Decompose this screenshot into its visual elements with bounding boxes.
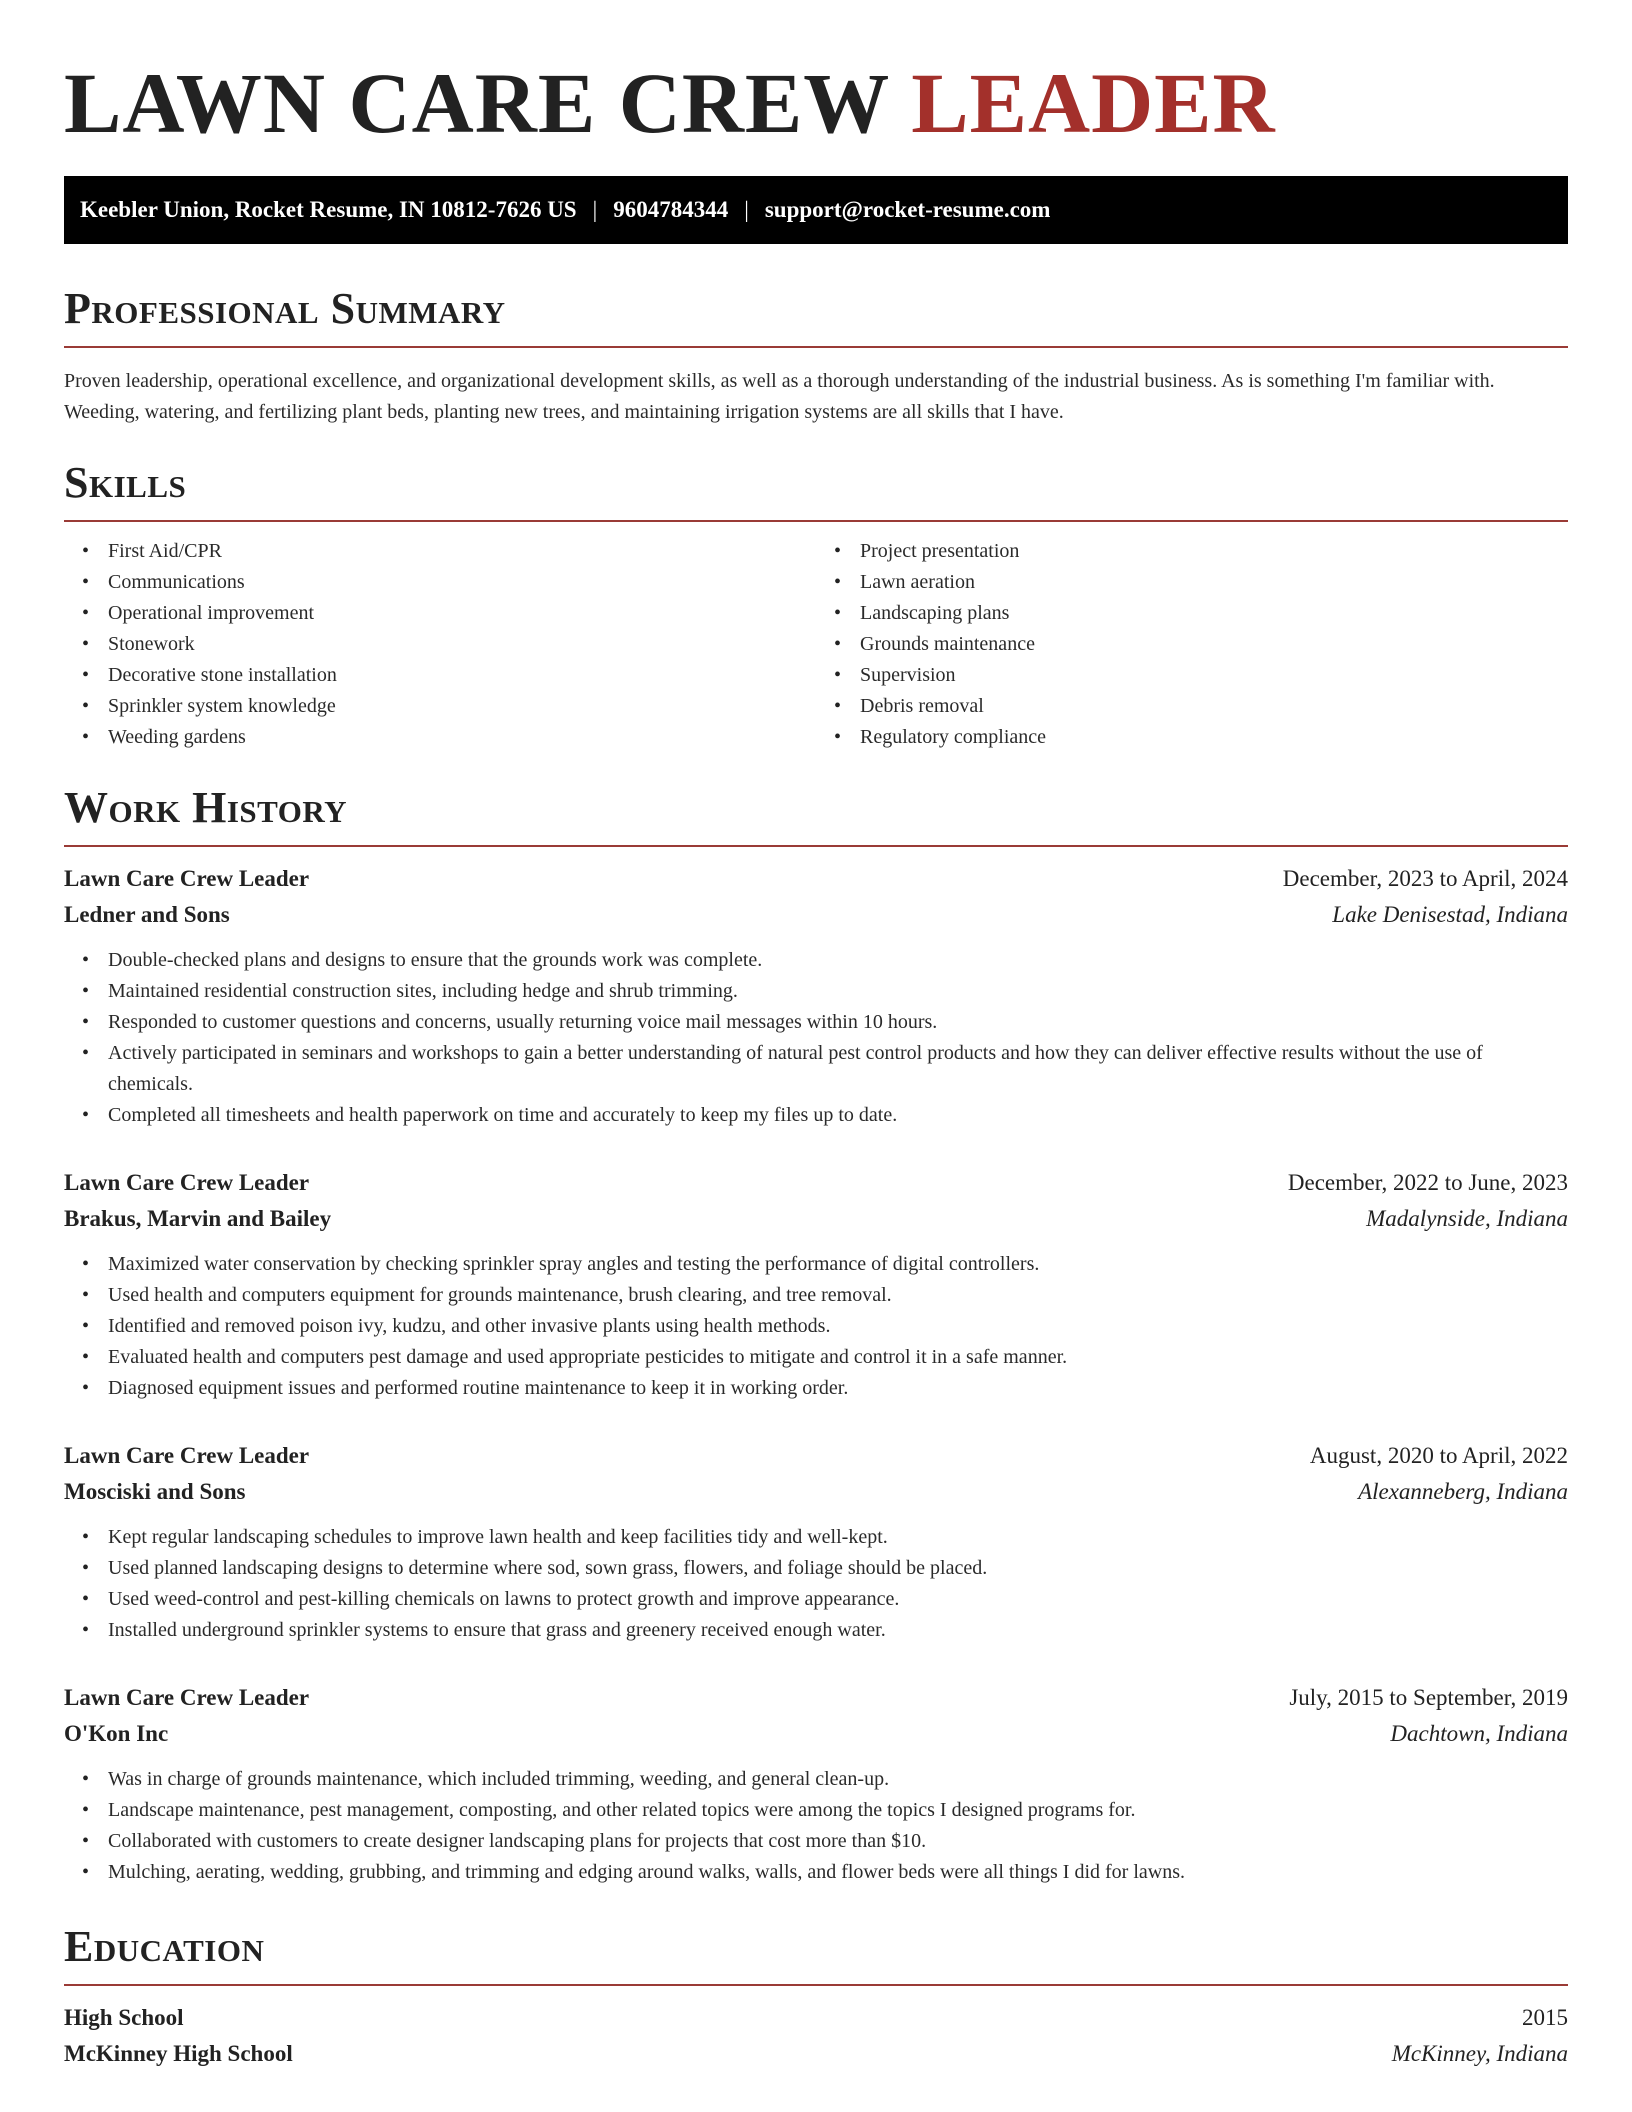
job-dates: August, 2020 to April, 2022 [1309,1443,1568,1468]
skill-item: • Regulatory compliance [860,722,1568,753]
duty-item: • Maximized water conservation by checking sprinkler spray angles and testing the performance of digital controllers. [108,1249,1568,1280]
job-location: Alexanneberg, Indiana [1358,1479,1568,1504]
skill-item: • Operational improvement [108,598,816,629]
job-dates: December, 2022 to June, 2023 [1287,1170,1568,1195]
job-subheader [64,897,1568,933]
job-header [64,1438,1568,1474]
education-degree: High School [64,2005,184,2030]
duty-item: • Actively participated in seminars and workshops to gain a better understanding of natural pest control products and how they can deliver effective results without the use of chemicals. [108,1038,1568,1100]
skills-list-right [816,536,1568,753]
section-title: Professional Summary [64,284,506,333]
duty-item: • Maintained residential construction sites, including hedge and shrub trimming. [108,976,1568,1007]
job-location: Lake Denisestad, Indiana [1332,902,1568,927]
skill-item: • Weeding gardens [108,722,816,753]
job-subheader [64,1474,1568,1510]
skill-item: • Grounds maintenance [860,629,1568,660]
job-location: Dachtown, Indiana [1390,1721,1568,1746]
contact-email: support@rocket-resume.com [764,197,1051,222]
job-title: Lawn Care Crew Leader [64,1443,310,1468]
job-title: Lawn Care Crew Leader [64,866,310,891]
name-main: LAWN CARE CREW [64,55,912,151]
name-accent: LEADER [911,55,1276,151]
job-duties [64,945,1568,1131]
duty-item: • Diagnosed equipment issues and performed routine maintenance to keep it in working order. [108,1373,1568,1404]
skill-item: • Sprinkler system knowledge [108,691,816,722]
duty-item: • Landscape maintenance, pest management, composting, and other related topics were among the topics I designed programs for. [108,1795,1568,1826]
job-duties [64,1522,1568,1646]
contact-separator: | [592,197,598,222]
section-divider [64,845,1568,847]
job-header [64,861,1568,897]
duty-item: • Responded to customer questions and concerns, usually returning voice mail messages within 10 hours. [108,1007,1568,1038]
job-entry [64,1438,1568,1646]
skill-item: • Debris removal [860,691,1568,722]
skill-item: • First Aid/CPR [108,536,816,567]
contact-phone: 9604784344 [613,197,729,222]
job-title: Lawn Care Crew Leader [64,1170,310,1195]
skill-item: • Supervision [860,660,1568,691]
summary-section [64,284,1568,428]
duty-item: • Identified and removed poison ivy, kudzu, and other invasive plants using health methods. [108,1311,1568,1342]
section-title: Education [64,1922,265,1971]
section-divider [64,520,1568,522]
job-company: O'Kon Inc [64,1721,169,1746]
skills-grid [64,536,1568,753]
duty-item: • Was in charge of grounds maintenance, which included trimming, weeding, and general clean-up. [108,1764,1568,1795]
education-subheader [64,2036,1568,2072]
summary-text: Proven leadership, operational excellence, and organizational development skills, as well as a thorough understanding of the industrial business. As is something I'm familiar with. Weeding, watering, and fertilizing plant beds, planting new trees, and maintaining irrigation systems are all skills that I have. [64,370,1495,423]
section-divider [64,1984,1568,1986]
job-entry [64,1680,1568,1888]
job-title: Lawn Care Crew Leader [64,1685,310,1710]
section-title: Work History [64,783,348,832]
job-subheader [64,1716,1568,1752]
contact-address: Keebler Union, Rocket Resume, IN 10812-7626 US [80,197,577,222]
duty-item: • Evaluated health and computers pest damage and used appropriate pesticides to mitigate and control it in a safe manner. [108,1342,1568,1373]
education-section [64,1922,1568,2072]
job-company: Brakus, Marvin and Bailey [64,1206,332,1231]
job-subheader [64,1201,1568,1237]
education-header [64,2000,1568,2036]
job-entry [64,861,1568,1131]
skills-list-left [64,536,816,753]
work-history-section [64,783,1568,1888]
job-dates: December, 2023 to April, 2024 [1282,866,1568,891]
skill-item: • Project presentation [860,536,1568,567]
skill-item: • Communications [108,567,816,598]
job-header [64,1680,1568,1716]
job-company: Mosciski and Sons [64,1479,246,1504]
resume-name [64,0,1568,151]
duty-item: • Collaborated with customers to create designer landscaping plans for projects that cost more than $10. [108,1826,1568,1857]
section-divider [64,346,1568,348]
contact-bar [64,176,1568,244]
section-title: Skills [64,458,187,507]
job-company: Ledner and Sons [64,902,230,927]
duty-item: • Used health and computers equipment for grounds maintenance, brush clearing, and tree removal. [108,1280,1568,1311]
duty-item: • Kept regular landscaping schedules to improve lawn health and keep facilities tidy and well-kept. [108,1522,1568,1553]
education-location: McKinney, Indiana [1391,2041,1568,2066]
duty-item: • Completed all timesheets and health paperwork on time and accurately to keep my files up to date. [108,1100,1568,1131]
education-year: 2015 [1522,2005,1568,2030]
skill-item: • Landscaping plans [860,598,1568,629]
duty-item: • Used weed-control and pest-killing chemicals on lawns to protect growth and improve appearance. [108,1584,1568,1615]
job-duties [64,1764,1568,1888]
education-school: McKinney High School [64,2041,293,2066]
duty-item: • Mulching, aerating, wedding, grubbing, and trimming and edging around walks, walls, and flower beds were all things I did for lawns. [108,1857,1568,1888]
job-entry [64,1165,1568,1404]
duty-item: • Double-checked plans and designs to ensure that the grounds work was complete. [108,945,1568,976]
duty-item: • Installed underground sprinkler systems to ensure that grass and greenery received enough water. [108,1615,1568,1646]
contact-separator: | [744,197,749,222]
skill-item: • Lawn aeration [860,567,1568,598]
job-location: Madalynside, Indiana [1366,1206,1568,1231]
job-dates: July, 2015 to September, 2019 [1289,1685,1568,1710]
skill-item: • Stonework [108,629,816,660]
skill-item: • Decorative stone installation [108,660,816,691]
job-header [64,1165,1568,1201]
job-duties [64,1249,1568,1404]
skills-section [64,458,1568,753]
duty-item: • Used planned landscaping designs to determine where sod, sown grass, flowers, and foliage should be placed. [108,1553,1568,1584]
